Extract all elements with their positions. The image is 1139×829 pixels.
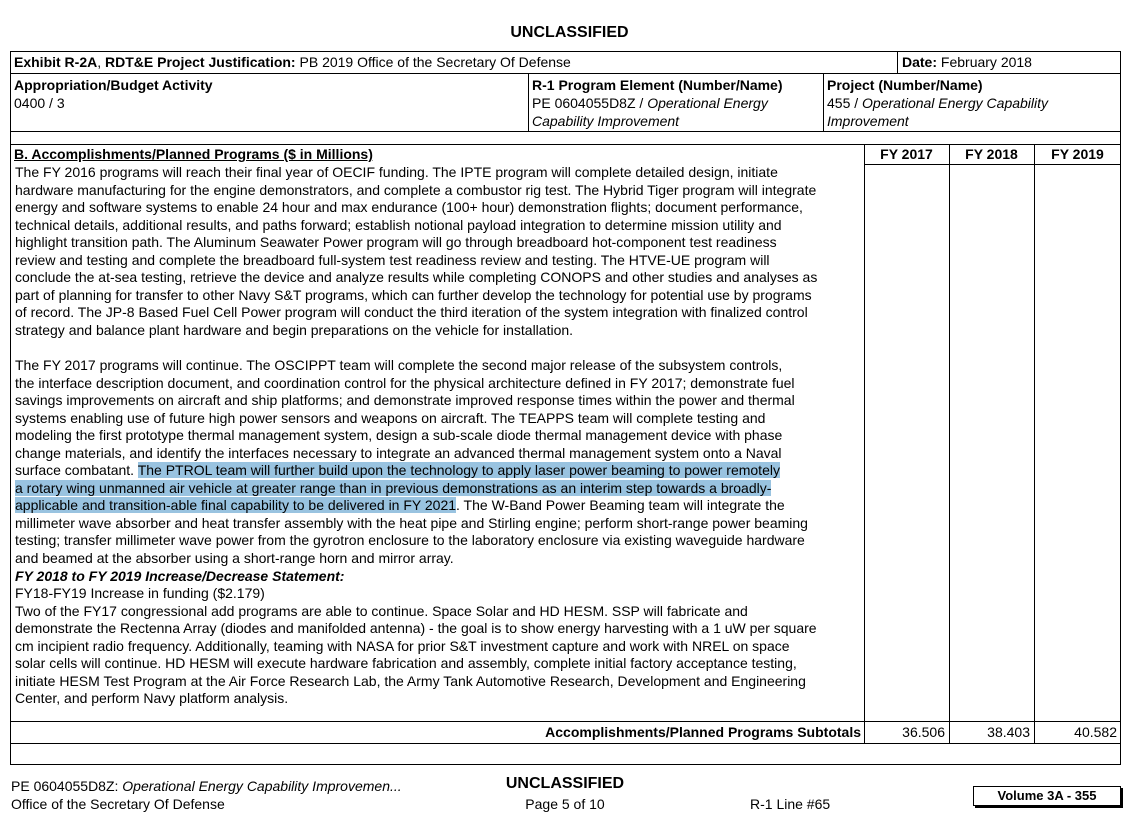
exhibit-comma: ,: [97, 54, 106, 70]
text-line: strategy and balance plant hardware and begin preparations on the vehicle for installation.: [15, 321, 574, 338]
text-line: Two of the FY17 congressional add programs are able to continue. Space Solar and HD HESM. SSP will fabricate and: [15, 602, 748, 619]
text-line: hardware manufacturing for the engine demonstrators, and complete a combustor rig test. The Hybrid Tiger program will integrate: [15, 181, 817, 198]
volume-box: Volume 3A - 355: [973, 786, 1121, 806]
text-line: review and testing and complete the breadboard full-system test readiness review and testing. The HTVE-UE program will: [15, 251, 770, 268]
selected-text[interactable]: applicable and transition-able final capability to be delivered in FY 2021: [15, 497, 457, 514]
text-line: initiate HESM Test Program at the Air Force Research Lab, the Army Tank Automotive Research, Development and Engineering: [15, 672, 806, 689]
exhibit-title-rest: PB 2019 Office of the Secretary Of Defense: [295, 54, 571, 70]
project-value-italic-1: Operational Energy Capability: [862, 95, 1049, 111]
project-value-line1: [827, 95, 1048, 113]
text-line: technical details, additional results, and paths forward; establish notional payload integration to determine mission utility and: [15, 216, 782, 233]
rule-header-bottom: [10, 131, 1121, 132]
rule-subtotal-bottom: [10, 743, 1121, 744]
r1-value-line1: [532, 95, 768, 113]
footer-pe: [11, 778, 402, 794]
text-line: cm incipient radio frequency. Additionally, teaming with NASA for prior S&T investment capture and work with NREL on space: [15, 637, 790, 654]
text-line-highlight-start: [15, 462, 817, 480]
footer-org: Office of the Secretary Of Defense: [11, 796, 225, 812]
text-line: The FY 2016 programs will reach their final year of OECIF funding. The IPTE program will complete detailed design, initiate: [15, 164, 778, 180]
text-line: change materials, and identify the interfaces necessary to integrate an advanced thermal management system onto a Naval: [15, 444, 782, 461]
text-line-highlight-end: [15, 497, 817, 515]
column-fy2017: FY 2017: [880, 146, 933, 162]
project-value-plain: 455 /: [827, 95, 863, 111]
footer-page: Page 5 of 10: [525, 796, 605, 812]
r1-value-line2: Capability Improvement: [532, 113, 680, 129]
subtotal-fy2019: 40.582: [1074, 724, 1117, 740]
subtotal-label: Accomplishments/Planned Programs Subtotals: [545, 724, 861, 740]
selected-text[interactable]: The PTROL team will further build upon the technology to apply laser power beaming to power remotely: [137, 462, 780, 479]
approp-value: 0400 / 3: [14, 95, 65, 111]
date-value: February 2018: [937, 54, 1032, 70]
project-label: Project (Number/Name): [827, 77, 983, 93]
rule-date-divider: [897, 51, 898, 73]
rule-column-heads: [864, 164, 1121, 165]
text-line: The FY 2017 programs will continue. The OSCIPPT team will complete the second major release of the subsystem controls,: [15, 357, 783, 374]
rule-subtotal-top: [10, 721, 1121, 722]
rule-r1-divider: [528, 73, 529, 131]
footer-r1-line: R-1 Line #65: [750, 796, 831, 812]
subtotal-fy2017: 36.506: [902, 724, 945, 740]
rule-project-divider: [823, 73, 824, 131]
text-line: part of planning for transfer to other Navy S&T programs, which can further develop the technology for potential use by programs: [15, 286, 812, 303]
subtotal-fy2018: 38.403: [987, 724, 1030, 740]
exhibit-title: [14, 54, 571, 72]
accomplishments-text: [15, 164, 817, 708]
rule-col3: [1034, 144, 1035, 743]
project-value-line2: Improvement: [827, 113, 909, 129]
footer-classification: UNCLASSIFIED: [505, 775, 625, 792]
section-title: B. Accomplishments/Planned Programs ($ in Millions): [14, 146, 373, 162]
exhibit-title-bold: RDT&E Project Justification:: [105, 54, 296, 70]
blank-line: [15, 339, 817, 357]
footer-pe-italic: Operational Energy Capability Improvemen...: [122, 778, 402, 794]
exhibit-label: Exhibit R-2A: [14, 54, 98, 70]
footer-pe-plain: PE 0604055D8Z:: [11, 778, 123, 794]
top-classification: UNCLASSIFIED: [510, 24, 629, 41]
selected-text[interactable]: a rotary wing unmanned air vehicle at greater range than in previous demonstrations as an interim step towards a broadly-: [15, 479, 772, 496]
text-line: energy and software systems to enable 24 hour and max endurance (100+ hour) demonstration flights; document performance,: [15, 199, 803, 216]
text-line: and beamed at the absorber using a short-range horn and mirror array.: [15, 550, 454, 567]
text-line: demonstrate the Rectenna Array (diodes and manifolded antenna) - the goal is to show energy harvesting with a 1 uW per square: [15, 620, 817, 637]
text-fragment: . The W-Band Power Beaming team will integrate the: [456, 497, 785, 514]
exhibit-date: [902, 54, 1032, 72]
text-fragment: surface combatant.: [15, 462, 138, 479]
approp-label: Appropriation/Budget Activity: [14, 77, 213, 93]
text-line: testing; transfer millimeter wave power from the gyrotron enclosure to the laboratory enclosure via existing waveguide hardware: [15, 532, 805, 549]
text-line: Center, and perform Navy platform analysis.: [15, 690, 289, 707]
r1-value-italic-1: Operational Energy: [647, 95, 768, 111]
text-line: the interface description document, and coordination control for the physical architecture defined in FY 2017; demonstrate fuel: [15, 374, 795, 391]
text-line: savings improvements on aircraft and ship platforms; and demonstrate improved response times within the power and thermal: [15, 392, 795, 409]
text-line: solar cells will continue. HD HESM will execute hardware fabrication and assembly, complete initial factory acceptance testing,: [15, 655, 797, 672]
rule-header: [10, 73, 1121, 74]
text-line: modeling the first prototype thermal management system, design a sub-scale diode thermal management device with phase: [15, 427, 783, 444]
column-fy2018: FY 2018: [965, 146, 1018, 162]
r1-label: R-1 Program Element (Number/Name): [532, 77, 783, 93]
text-line-highlight: [15, 480, 817, 498]
statement-heading: FY 2018 to FY 2019 Increase/Decrease Statement:: [15, 567, 345, 584]
text-line: highlight transition path. The Aluminum Seawater Power program will go through breadboard hot-component test readiness: [15, 234, 777, 251]
text-line: conclude the at-sea testing, retrieve the device and analyze results while completing CONOPS and other studies and analyses as: [15, 269, 818, 286]
rule-section-top: [10, 144, 1121, 145]
rule-col2: [949, 144, 950, 743]
statement-line: FY18-FY19 Increase in funding ($2.179): [15, 585, 265, 602]
date-label: Date:: [902, 54, 938, 70]
r1-value-plain: PE 0604055D8Z /: [532, 95, 648, 111]
rule-col1: [864, 144, 865, 743]
text-line: millimeter wave absorber and heat transfer assembly with the heat pipe and Stirling engine; perform short-range power beaming: [15, 514, 808, 531]
column-fy2019: FY 2019: [1051, 146, 1104, 162]
text-line: of record. The JP-8 Based Fuel Cell Power program will conduct the third iteration of the system integration with finalized control: [15, 304, 808, 321]
text-line: systems enabling use of future high power sensors and weapons on aircraft. The TEAPPS team will complete testing and: [15, 409, 766, 426]
